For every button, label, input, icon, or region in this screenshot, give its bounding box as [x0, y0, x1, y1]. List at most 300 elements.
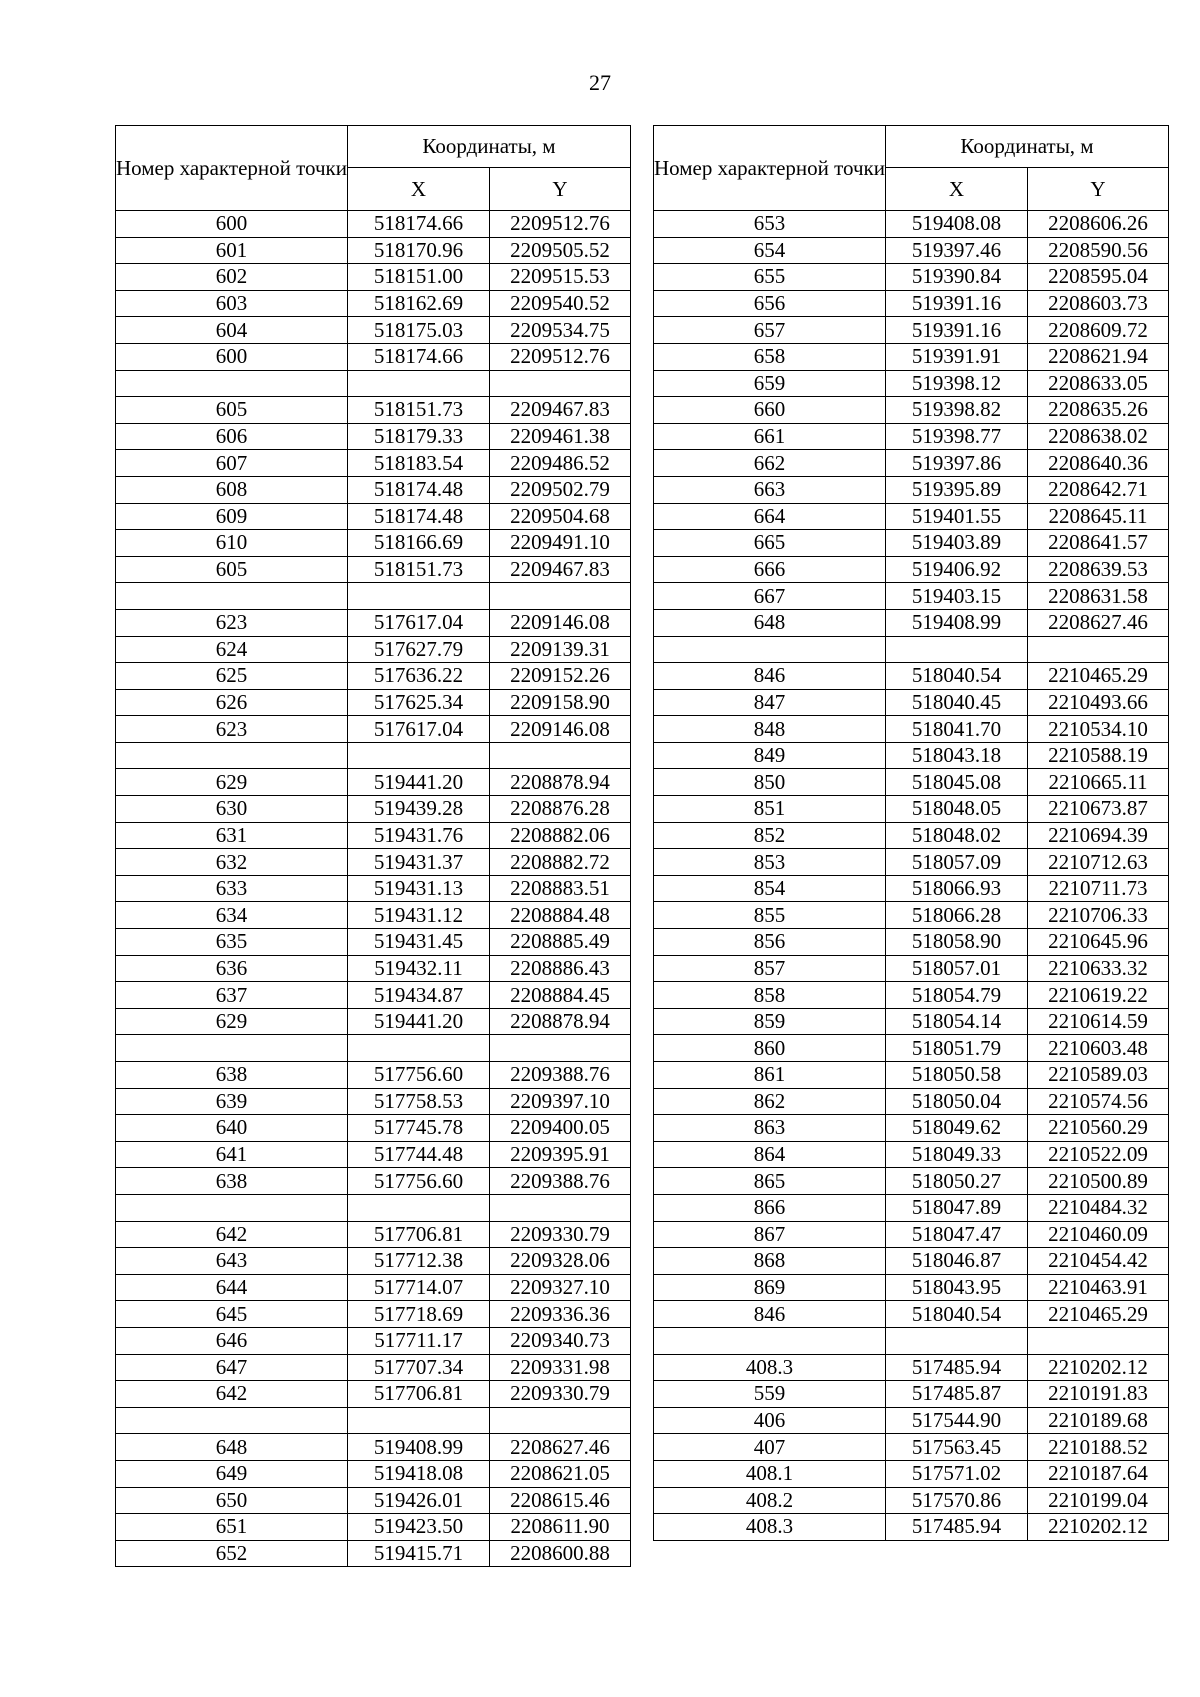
point-number-cell: 664: [654, 503, 886, 530]
table-row: [654, 1487, 1169, 1514]
point-number-cell: 648: [654, 609, 886, 636]
y-coordinate-cell: 2208882.06: [490, 822, 631, 849]
x-coordinate-cell: 519398.82: [886, 397, 1028, 424]
x-coordinate-cell: 519439.28: [348, 796, 490, 823]
x-coordinate-cell: 518045.08: [886, 769, 1028, 796]
point-number-cell: [116, 1194, 348, 1221]
table-row: [116, 1088, 631, 1115]
point-number-cell: 858: [654, 982, 886, 1009]
x-coordinate-cell: 518054.79: [886, 982, 1028, 1009]
table-row: [654, 1381, 1169, 1408]
point-number-cell: 635: [116, 929, 348, 956]
y-coordinate-cell: 2208615.46: [490, 1487, 631, 1514]
x-coordinate-cell: 518048.05: [886, 796, 1028, 823]
x-coordinate-cell: 519431.45: [348, 929, 490, 956]
y-coordinate-cell: 2209505.52: [490, 237, 631, 264]
point-number-cell: 655: [654, 264, 886, 291]
table-row: [654, 1141, 1169, 1168]
coordinates-table-left: [115, 125, 631, 1567]
y-coordinate-cell: 2209540.52: [490, 290, 631, 317]
point-number-cell: 604: [116, 317, 348, 344]
y-coordinate-cell: 2208642.71: [1028, 476, 1169, 503]
x-header: X: [348, 168, 490, 211]
x-coordinate-cell: 517706.81: [348, 1381, 490, 1408]
y-coordinate-cell: [490, 1407, 631, 1434]
y-coordinate-cell: 2208609.72: [1028, 317, 1169, 344]
point-number-cell: 867: [654, 1221, 886, 1248]
y-coordinate-cell: 2210706.33: [1028, 902, 1169, 929]
table-body-right: [654, 211, 1169, 1541]
y-coordinate-cell: 2209512.76: [490, 211, 631, 238]
table-row: [654, 1248, 1169, 1275]
y-coordinate-cell: [1028, 636, 1169, 663]
point-number-cell: 868: [654, 1248, 886, 1275]
x-coordinate-cell: 519423.50: [348, 1514, 490, 1541]
table-row: [116, 583, 631, 610]
x-coordinate-cell: 518051.79: [886, 1035, 1028, 1062]
y-coordinate-cell: 2208640.36: [1028, 450, 1169, 477]
point-number-cell: 661: [654, 423, 886, 450]
y-coordinate-cell: 2208882.72: [490, 849, 631, 876]
point-number-cell: 665: [654, 530, 886, 557]
y-coordinate-cell: 2209515.53: [490, 264, 631, 291]
table-row: [116, 1194, 631, 1221]
x-coordinate-cell: 518047.89: [886, 1194, 1028, 1221]
table-row: [116, 875, 631, 902]
x-coordinate-cell: 519403.89: [886, 530, 1028, 557]
table-row: [654, 237, 1169, 264]
y-coordinate-cell: 2210188.52: [1028, 1434, 1169, 1461]
table-row: [654, 849, 1169, 876]
table-row: [116, 1327, 631, 1354]
x-coordinate-cell: 519397.86: [886, 450, 1028, 477]
point-number-header: Номер характерной точки: [654, 126, 886, 211]
y-coordinate-cell: [490, 742, 631, 769]
point-number-cell: 408.1: [654, 1460, 886, 1487]
x-coordinate-cell: 519391.16: [886, 290, 1028, 317]
table-row: [654, 902, 1169, 929]
point-number-cell: 653: [654, 211, 886, 238]
point-number-cell: 848: [654, 716, 886, 743]
point-number-cell: 640: [116, 1115, 348, 1142]
x-coordinate-cell: 518174.66: [348, 343, 490, 370]
x-coordinate-cell: 519403.15: [886, 583, 1028, 610]
x-coordinate-cell: 518040.54: [886, 663, 1028, 690]
y-coordinate-cell: 2209491.10: [490, 530, 631, 557]
y-coordinate-cell: 2210191.83: [1028, 1381, 1169, 1408]
point-number-cell: 629: [116, 1008, 348, 1035]
y-coordinate-cell: 2210465.29: [1028, 663, 1169, 690]
point-number-cell: 650: [116, 1487, 348, 1514]
x-coordinate-cell: 518049.62: [886, 1115, 1028, 1142]
y-coordinate-cell: 2210534.10: [1028, 716, 1169, 743]
table-row: [116, 1381, 631, 1408]
point-number-cell: 863: [654, 1115, 886, 1142]
point-number-cell: [116, 370, 348, 397]
table-row: [654, 556, 1169, 583]
point-number-cell: 633: [116, 875, 348, 902]
y-coordinate-cell: 2210588.19: [1028, 742, 1169, 769]
table-row: [116, 636, 631, 663]
table-row: [116, 1008, 631, 1035]
point-number-cell: 856: [654, 929, 886, 956]
x-coordinate-cell: 519431.13: [348, 875, 490, 902]
x-coordinate-cell: 517627.79: [348, 636, 490, 663]
x-coordinate-cell: 518174.66: [348, 211, 490, 238]
point-number-cell: 657: [654, 317, 886, 344]
y-coordinate-cell: 2210673.87: [1028, 796, 1169, 823]
x-coordinate-cell: 519431.37: [348, 849, 490, 876]
y-coordinate-cell: 2208885.49: [490, 929, 631, 956]
y-coordinate-cell: 2209395.91: [490, 1141, 631, 1168]
y-coordinate-cell: 2210189.68: [1028, 1407, 1169, 1434]
point-number-cell: [116, 742, 348, 769]
table-row: [654, 1460, 1169, 1487]
table-row: [116, 663, 631, 690]
table-row: [654, 1008, 1169, 1035]
y-coordinate-cell: 2209152.26: [490, 663, 631, 690]
point-number-cell: 634: [116, 902, 348, 929]
x-coordinate-cell: 518162.69: [348, 290, 490, 317]
x-coordinate-cell: [886, 1327, 1028, 1354]
y-coordinate-cell: 2209336.36: [490, 1301, 631, 1328]
x-coordinate-cell: 518041.70: [886, 716, 1028, 743]
point-number-header: Номер характерной точки: [116, 126, 348, 211]
x-coordinate-cell: 519408.99: [348, 1434, 490, 1461]
y-coordinate-cell: 2208600.88: [490, 1540, 631, 1567]
point-number-cell: 638: [116, 1062, 348, 1089]
y-coordinate-cell: 2210645.96: [1028, 929, 1169, 956]
y-coordinate-cell: 2209146.08: [490, 716, 631, 743]
point-number-cell: 659: [654, 370, 886, 397]
table-row: [116, 1035, 631, 1062]
table-row: [116, 317, 631, 344]
y-coordinate-cell: 2208603.73: [1028, 290, 1169, 317]
x-coordinate-cell: 517744.48: [348, 1141, 490, 1168]
point-number-cell: 605: [116, 556, 348, 583]
x-coordinate-cell: 518175.03: [348, 317, 490, 344]
point-number-cell: 869: [654, 1274, 886, 1301]
point-number-cell: 654: [654, 237, 886, 264]
point-number-cell: 647: [116, 1354, 348, 1381]
y-coordinate-cell: 2208631.58: [1028, 583, 1169, 610]
x-coordinate-cell: 517485.87: [886, 1381, 1028, 1408]
table-row: [116, 237, 631, 264]
table-row: [654, 982, 1169, 1009]
point-number-cell: 605: [116, 397, 348, 424]
table-row: [654, 875, 1169, 902]
table-row: [116, 530, 631, 557]
x-coordinate-cell: 517711.17: [348, 1327, 490, 1354]
table-row: [654, 1088, 1169, 1115]
coordinates-header: Координаты, м: [348, 126, 631, 168]
table-row: [116, 503, 631, 530]
x-coordinate-cell: 517636.22: [348, 663, 490, 690]
table-row: [654, 609, 1169, 636]
table-row: [654, 211, 1169, 238]
table-row: [116, 902, 631, 929]
x-coordinate-cell: 519426.01: [348, 1487, 490, 1514]
point-number-cell: 406: [654, 1407, 886, 1434]
x-coordinate-cell: 517570.86: [886, 1487, 1028, 1514]
point-number-cell: 651: [116, 1514, 348, 1541]
y-coordinate-cell: 2208638.02: [1028, 423, 1169, 450]
x-coordinate-cell: 517756.60: [348, 1062, 490, 1089]
x-coordinate-cell: 518050.58: [886, 1062, 1028, 1089]
x-coordinate-cell: 517745.78: [348, 1115, 490, 1142]
table-row: [654, 1035, 1169, 1062]
x-coordinate-cell: 517714.07: [348, 1274, 490, 1301]
y-coordinate-cell: 2209388.76: [490, 1062, 631, 1089]
y-coordinate-cell: 2209397.10: [490, 1088, 631, 1115]
point-number-cell: 855: [654, 902, 886, 929]
y-coordinate-cell: 2209331.98: [490, 1354, 631, 1381]
x-coordinate-cell: 519408.99: [886, 609, 1028, 636]
point-number-cell: 407: [654, 1434, 886, 1461]
table-row: [654, 1274, 1169, 1301]
y-coordinate-cell: 2210694.39: [1028, 822, 1169, 849]
point-number-cell: 638: [116, 1168, 348, 1195]
x-coordinate-cell: 519431.76: [348, 822, 490, 849]
x-coordinate-cell: 518043.18: [886, 742, 1028, 769]
point-number-cell: 849: [654, 742, 886, 769]
y-coordinate-cell: 2209400.05: [490, 1115, 631, 1142]
x-coordinate-cell: 518166.69: [348, 530, 490, 557]
x-coordinate-cell: 517718.69: [348, 1301, 490, 1328]
point-number-cell: [116, 1407, 348, 1434]
table-row: [654, 423, 1169, 450]
table-row: [654, 822, 1169, 849]
x-coordinate-cell: [348, 370, 490, 397]
point-number-cell: 857: [654, 955, 886, 982]
table-body-left: [116, 211, 631, 1567]
table-row: [116, 1115, 631, 1142]
y-coordinate-cell: 2208627.46: [490, 1434, 631, 1461]
point-number-cell: 865: [654, 1168, 886, 1195]
point-number-cell: 609: [116, 503, 348, 530]
x-coordinate-cell: 518170.96: [348, 237, 490, 264]
table-row: [116, 290, 631, 317]
table-row: [654, 397, 1169, 424]
table-row: [654, 716, 1169, 743]
table-row: [654, 663, 1169, 690]
table-row: [116, 742, 631, 769]
point-number-cell: 602: [116, 264, 348, 291]
point-number-cell: 641: [116, 1141, 348, 1168]
table-row: [654, 583, 1169, 610]
y-coordinate-cell: 2210493.66: [1028, 689, 1169, 716]
x-coordinate-cell: 518054.14: [886, 1008, 1028, 1035]
x-coordinate-cell: 517707.34: [348, 1354, 490, 1381]
x-coordinate-cell: 517563.45: [886, 1434, 1028, 1461]
table-row: [116, 796, 631, 823]
table-row: [654, 1354, 1169, 1381]
point-number-cell: 636: [116, 955, 348, 982]
point-number-cell: [654, 636, 886, 663]
y-coordinate-cell: 2210711.73: [1028, 875, 1169, 902]
x-coordinate-cell: 518058.90: [886, 929, 1028, 956]
point-number-cell: 606: [116, 423, 348, 450]
y-coordinate-cell: [490, 583, 631, 610]
point-number-cell: 631: [116, 822, 348, 849]
table-row: [654, 264, 1169, 291]
point-number-cell: 623: [116, 716, 348, 743]
x-coordinate-cell: 517756.60: [348, 1168, 490, 1195]
point-number-cell: 846: [654, 1301, 886, 1328]
point-number-cell: 610: [116, 530, 348, 557]
point-number-cell: 644: [116, 1274, 348, 1301]
table-row: [116, 1168, 631, 1195]
x-coordinate-cell: 518050.04: [886, 1088, 1028, 1115]
point-number-cell: 864: [654, 1141, 886, 1168]
x-coordinate-cell: [348, 1035, 490, 1062]
point-number-cell: 625: [116, 663, 348, 690]
y-coordinate-cell: 2210465.29: [1028, 1301, 1169, 1328]
point-number-cell: 652: [116, 1540, 348, 1567]
y-coordinate-cell: 2210199.04: [1028, 1487, 1169, 1514]
y-coordinate-cell: 2208633.05: [1028, 370, 1169, 397]
x-coordinate-cell: 519398.77: [886, 423, 1028, 450]
table-row: [654, 317, 1169, 344]
point-number-cell: 408.2: [654, 1487, 886, 1514]
y-coordinate-cell: 2208641.57: [1028, 530, 1169, 557]
y-coordinate-cell: 2208611.90: [490, 1514, 631, 1541]
x-coordinate-cell: 519418.08: [348, 1460, 490, 1487]
table-row: [654, 370, 1169, 397]
table-row: [654, 503, 1169, 530]
point-number-cell: 559: [654, 1381, 886, 1408]
point-number-cell: 643: [116, 1248, 348, 1275]
y-coordinate-cell: 2210589.03: [1028, 1062, 1169, 1089]
y-coordinate-cell: 2209330.79: [490, 1381, 631, 1408]
point-number-cell: 846: [654, 663, 886, 690]
x-coordinate-cell: 519441.20: [348, 1008, 490, 1035]
table-row: [116, 397, 631, 424]
point-number-cell: 658: [654, 343, 886, 370]
x-coordinate-cell: 518151.73: [348, 397, 490, 424]
table-row: [116, 343, 631, 370]
y-coordinate-cell: 2210614.59: [1028, 1008, 1169, 1035]
point-number-cell: 637: [116, 982, 348, 1009]
y-coordinate-cell: 2210560.29: [1028, 1115, 1169, 1142]
table-row: [116, 849, 631, 876]
table-row: [654, 689, 1169, 716]
y-coordinate-cell: 2209328.06: [490, 1248, 631, 1275]
y-coordinate-cell: 2208635.26: [1028, 397, 1169, 424]
point-number-cell: 854: [654, 875, 886, 902]
table-row: [116, 716, 631, 743]
point-number-cell: 632: [116, 849, 348, 876]
x-coordinate-cell: 517712.38: [348, 1248, 490, 1275]
y-coordinate-cell: 2210202.12: [1028, 1354, 1169, 1381]
y-coordinate-cell: 2208878.94: [490, 1008, 631, 1035]
table-row: [116, 1141, 631, 1168]
point-number-cell: 626: [116, 689, 348, 716]
table-row: [116, 1301, 631, 1328]
table-row: [654, 1301, 1169, 1328]
table-row: [654, 530, 1169, 557]
table-row: [116, 423, 631, 450]
table-row: [116, 955, 631, 982]
table-row: [654, 450, 1169, 477]
x-coordinate-cell: 517485.94: [886, 1354, 1028, 1381]
table-row: [654, 1221, 1169, 1248]
x-coordinate-cell: 519406.92: [886, 556, 1028, 583]
y-coordinate-cell: 2209330.79: [490, 1221, 631, 1248]
y-coordinate-cell: 2209486.52: [490, 450, 631, 477]
y-coordinate-cell: 2208621.94: [1028, 343, 1169, 370]
table-row: [654, 1168, 1169, 1195]
point-number-cell: 630: [116, 796, 348, 823]
table-row: [654, 1194, 1169, 1221]
y-coordinate-cell: 2210603.48: [1028, 1035, 1169, 1062]
table-row: [116, 556, 631, 583]
point-number-cell: 608: [116, 476, 348, 503]
x-header: X: [886, 168, 1028, 211]
table-row: [116, 211, 631, 238]
point-number-cell: 642: [116, 1221, 348, 1248]
table-row: [116, 264, 631, 291]
x-coordinate-cell: 518049.33: [886, 1141, 1028, 1168]
y-coordinate-cell: 2208627.46: [1028, 609, 1169, 636]
table-row: [116, 1274, 631, 1301]
x-coordinate-cell: [348, 583, 490, 610]
table-row: [116, 689, 631, 716]
table-row: [116, 1354, 631, 1381]
y-coordinate-cell: 2209512.76: [490, 343, 631, 370]
x-coordinate-cell: 518174.48: [348, 503, 490, 530]
y-coordinate-cell: 2208639.53: [1028, 556, 1169, 583]
point-number-cell: 852: [654, 822, 886, 849]
x-coordinate-cell: 517617.04: [348, 609, 490, 636]
y-coordinate-cell: 2210187.64: [1028, 1460, 1169, 1487]
point-number-cell: 862: [654, 1088, 886, 1115]
x-coordinate-cell: 518183.54: [348, 450, 490, 477]
y-coordinate-cell: 2208621.05: [490, 1460, 631, 1487]
point-number-cell: 639: [116, 1088, 348, 1115]
x-coordinate-cell: 519432.11: [348, 955, 490, 982]
y-coordinate-cell: 2209502.79: [490, 476, 631, 503]
y-coordinate-cell: 2210574.56: [1028, 1088, 1169, 1115]
y-coordinate-cell: 2209504.68: [490, 503, 631, 530]
y-header: Y: [1028, 168, 1169, 211]
table-row: [116, 476, 631, 503]
table-row: [116, 1434, 631, 1461]
point-number-cell: 853: [654, 849, 886, 876]
table-row: [116, 1514, 631, 1541]
table-row: [654, 1062, 1169, 1089]
table-row: [654, 343, 1169, 370]
y-coordinate-cell: 2210522.09: [1028, 1141, 1169, 1168]
table-row: [654, 1514, 1169, 1541]
x-coordinate-cell: 517485.94: [886, 1514, 1028, 1541]
y-coordinate-cell: 2210712.63: [1028, 849, 1169, 876]
x-coordinate-cell: 518046.87: [886, 1248, 1028, 1275]
x-coordinate-cell: 518050.27: [886, 1168, 1028, 1195]
table-row: [116, 1487, 631, 1514]
x-coordinate-cell: 519390.84: [886, 264, 1028, 291]
x-coordinate-cell: 518043.95: [886, 1274, 1028, 1301]
y-coordinate-cell: 2210463.91: [1028, 1274, 1169, 1301]
table-row: [116, 1221, 631, 1248]
y-coordinate-cell: 2209461.38: [490, 423, 631, 450]
x-coordinate-cell: 519398.12: [886, 370, 1028, 397]
x-coordinate-cell: 519397.46: [886, 237, 1028, 264]
y-coordinate-cell: 2208595.04: [1028, 264, 1169, 291]
y-coordinate-cell: 2209139.31: [490, 636, 631, 663]
y-coordinate-cell: 2208645.11: [1028, 503, 1169, 530]
x-coordinate-cell: 518179.33: [348, 423, 490, 450]
